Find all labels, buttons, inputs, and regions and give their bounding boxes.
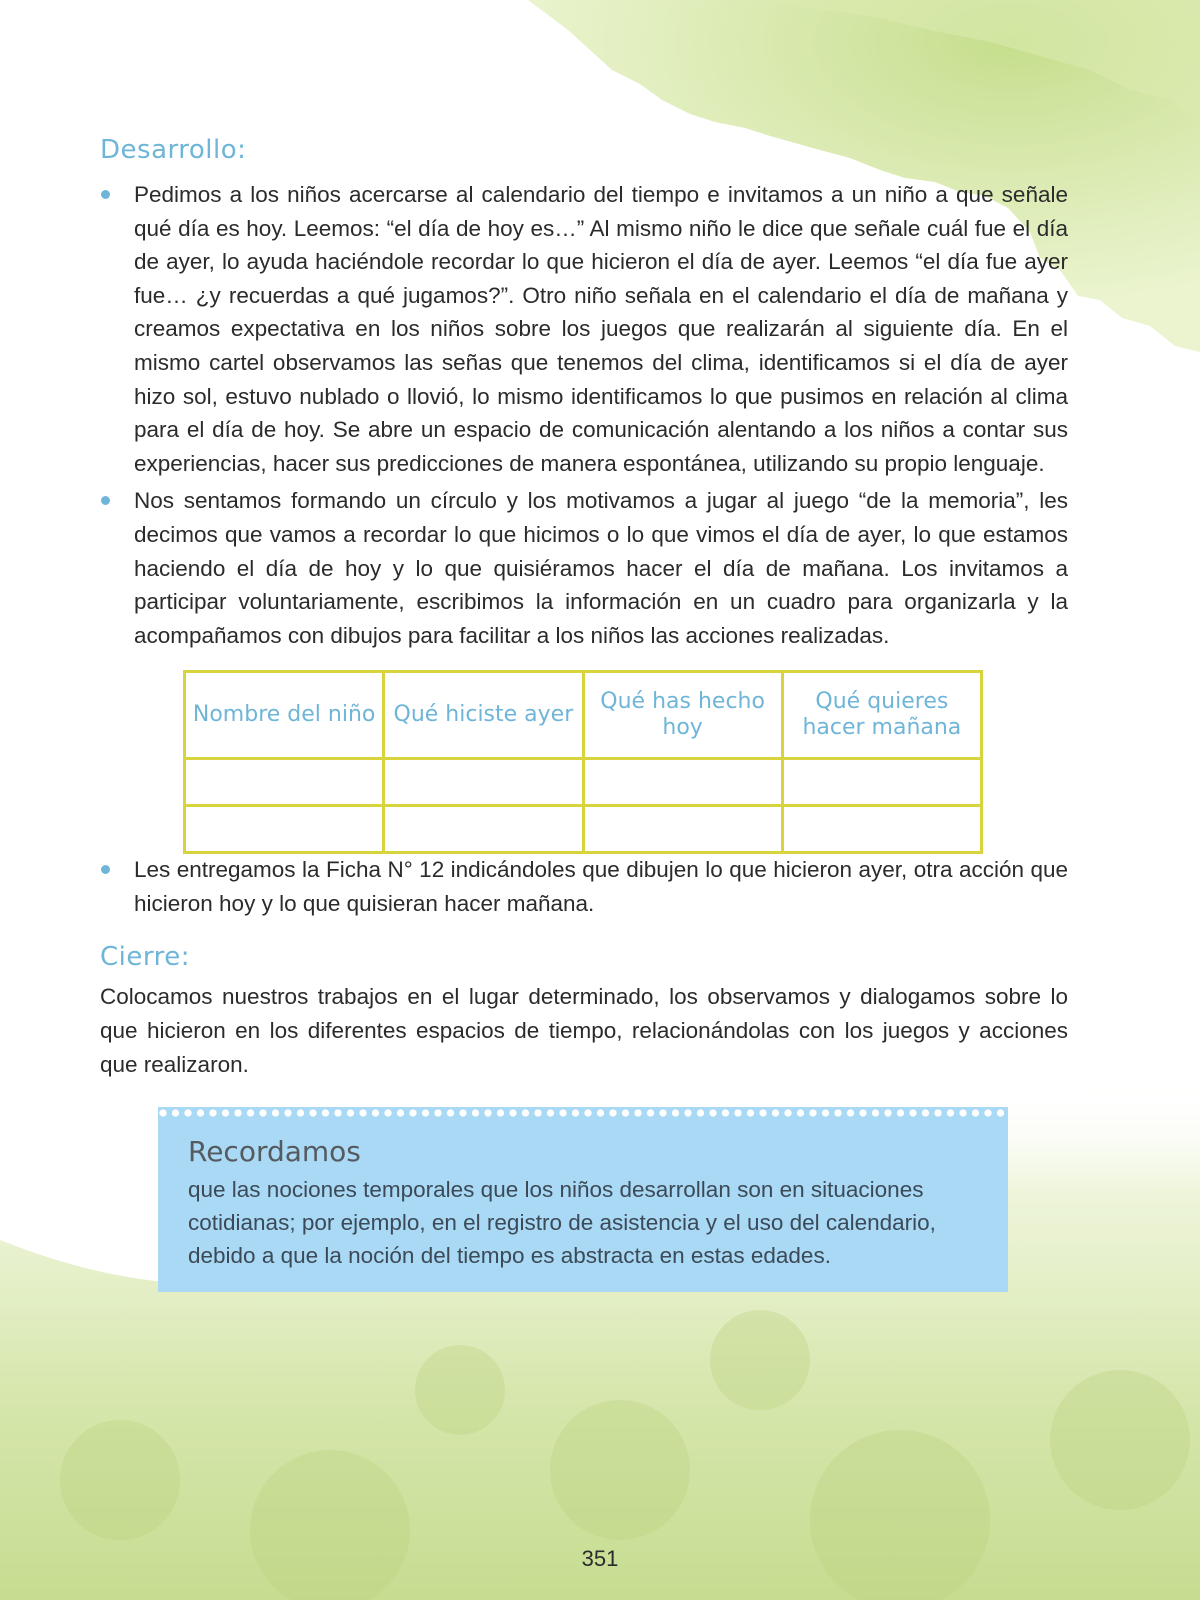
development-bullet-list xyxy=(100,178,1068,652)
table-header-cell: Qué hiciste ayer xyxy=(384,672,583,759)
note-text: que las nociones temporales que los niños desarrollan son en situaciones cotidianas; por ejemplo, en el registro de asistencia y el uso del calendario, debido a que la noción del tiempo es abstracta en estas edades. xyxy=(188,1177,936,1268)
table-header-cell: Qué quieres hacer mañana xyxy=(782,672,981,759)
table-header-cell: Nombre del niño xyxy=(185,672,384,759)
table-cell xyxy=(782,759,981,806)
table-row xyxy=(185,759,982,806)
table-cell xyxy=(185,759,384,806)
list-item xyxy=(100,853,1068,920)
table-cell xyxy=(583,806,782,853)
table-cell xyxy=(583,759,782,806)
table-row xyxy=(185,806,982,853)
closure-heading: Cierre: xyxy=(100,942,190,972)
development-heading: Desarrollo: xyxy=(100,135,247,165)
table-cell xyxy=(384,759,583,806)
list-item-text: Les entregamos la Ficha N° 12 indicándoles que dibujen lo que hicieron ayer, otra acción que hicieron hoy y lo que quisieran hacer mañana. xyxy=(134,857,1068,916)
closing-bullet-list xyxy=(100,853,1068,920)
bullet-dot-icon xyxy=(101,496,110,505)
table-cell xyxy=(782,806,981,853)
list-item-text: Pedimos a los niños acercarse al calendario del tiempo e invitamos a un niño a que señale qué día es hoy. Leemos: “el día de hoy es…” Al mismo niño le dice que señale cuál fue el día de ayer, lo ayuda haciéndole recordar lo que hicieron el día de ayer. Leemos “el día fue ayer fue… ¿y recuerdas a qué jugamos?”. Otro niño señala en el calendario el día de mañana y creamos expectativa en los niños sobre los juegos que realizarán al siguiente día. En el mismo cartel observamos las señas que tenemos del clima, identificamos si el día de ayer hizo sol, estuvo nublado o llovió, lo mismo identificamos lo que pusimos en relación al clima para el día de hoy. Se abre un espacio de comunicación alentando a los niños a contar sus experiencias, hacer sus predicciones de manera espontánea, utilizando su propio lenguaje. xyxy=(134,182,1068,476)
closure-paragraph: Colocamos nuestros trabajos en el lugar determinado, los observamos y dialogamos sobre lo que hicieron en los diferentes espacios de tiempo, relacionándolas con los juegos y acciones que realizaron. xyxy=(100,984,1068,1077)
list-item-text: Nos sentamos formando un círculo y los motivamos a jugar al juego “de la memoria”, les decimos que vamos a recordar lo que hicimos o lo que vimos el día de ayer, lo que estamos haciendo el día de hoy y lo que quisiéramos hacer el día de mañana. Los invitamos a participar voluntariamente, escribimos la información en un cuadro para organizarla y la acompañamos con dibujos para facilitar a los niños las acciones realizadas. xyxy=(134,488,1068,648)
note-title: Recordamos xyxy=(188,1135,361,1168)
list-item xyxy=(100,484,1068,652)
table-header-cell: Qué has hecho hoy xyxy=(583,672,782,759)
memory-game-table xyxy=(183,670,983,854)
bullet-dot-icon xyxy=(101,190,110,199)
reminder-note xyxy=(158,1107,1008,1292)
table-cell xyxy=(384,806,583,853)
list-item xyxy=(100,178,1068,480)
bullet-dot-icon xyxy=(101,865,110,874)
notepad-holes xyxy=(158,1107,1008,1121)
table-cell xyxy=(185,806,384,853)
table-header-row xyxy=(185,672,982,759)
page-number: 351 xyxy=(581,1546,619,1571)
